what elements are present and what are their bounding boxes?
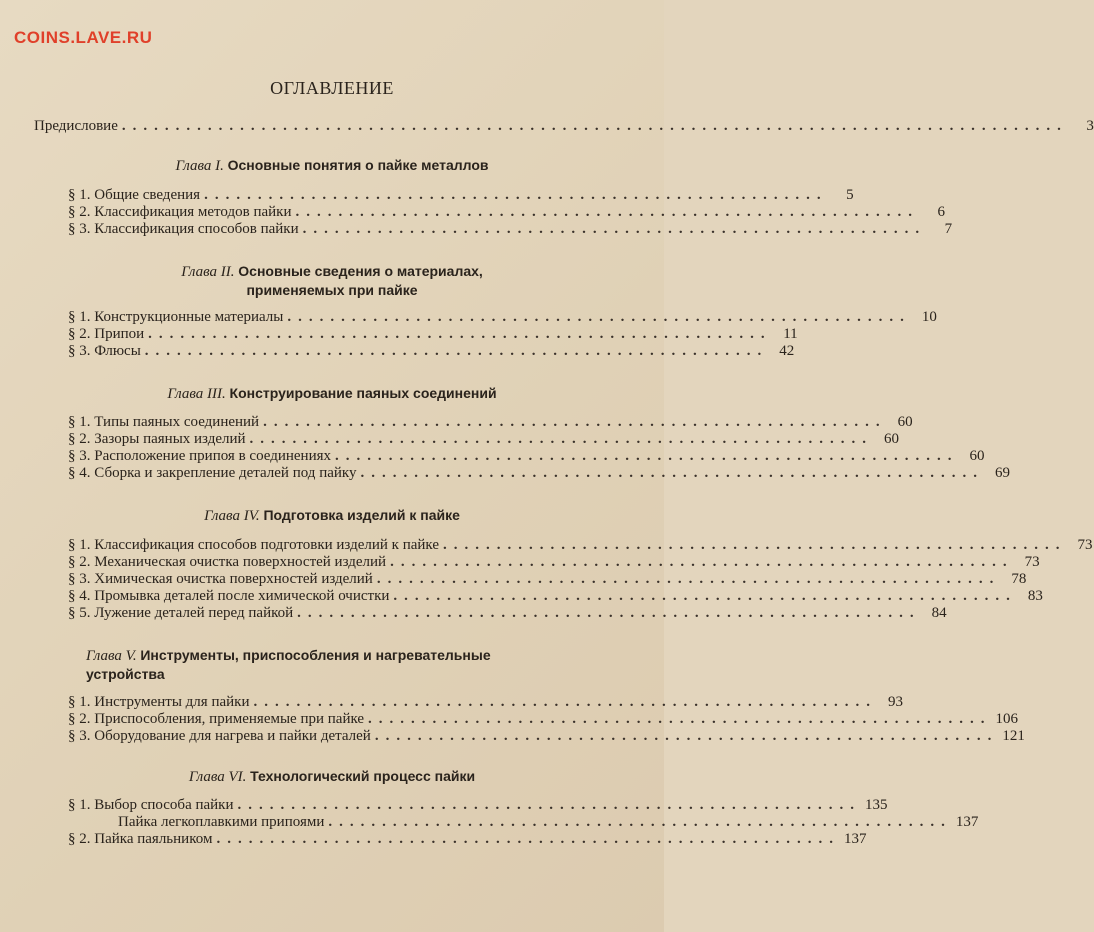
chapter-heading-1 <box>20 156 644 175</box>
toc-label: § 1. Классификация способов подготовки изделий к пайке <box>68 537 439 553</box>
leader-dots: .......................................................... <box>374 728 999 744</box>
chapter-title: Инструменты, приспособления и нагревательные <box>140 647 491 663</box>
leader-dots: .......................................................... <box>216 831 840 847</box>
leader-dots: .......................................................... <box>295 204 919 220</box>
chapter-number: Глава II. <box>181 264 235 280</box>
toc-page: 73 <box>1024 554 1040 570</box>
toc-row <box>68 605 947 622</box>
chapter-title-line2: применяемых при пайке <box>246 282 418 298</box>
leader-dots: .......................................................... <box>253 694 877 710</box>
toc-row <box>68 588 1043 605</box>
toc-page: 106 <box>995 711 1019 727</box>
toc-label: § 2. Зазоры паяных изделий <box>68 431 246 447</box>
toc-page: 6 <box>937 204 945 220</box>
chapter-title: Технологический процесс пайки <box>250 768 476 784</box>
chapter-number: Глава III. <box>167 386 226 402</box>
toc-row <box>68 221 953 238</box>
chapter-number: Глава I. <box>175 158 224 174</box>
leader-dots: .......................................................... <box>393 588 1017 604</box>
toc-row <box>68 711 1019 728</box>
toc-label: § 2. Пайка паяльником <box>68 831 213 847</box>
toc-page: 78 <box>1011 571 1027 587</box>
toc-row <box>68 797 888 814</box>
toc-label: § 4. Промывка деталей после химической очистки <box>68 588 390 604</box>
toc-label: § 3. Классификация способов пайки <box>68 221 299 237</box>
toc-page: 3 <box>1086 118 1094 134</box>
toc-label: Пайка легкоплавкими припоями <box>118 814 325 830</box>
toc-page: 137 <box>843 831 867 847</box>
leader-dots: .......................................................... <box>287 309 911 325</box>
toc-page: 73 <box>1077 537 1093 553</box>
toc-label: § 1. Конструкционные материалы <box>68 309 284 325</box>
toc-label: § 5. Лужение деталей перед пайкой <box>68 605 294 621</box>
toc-row <box>118 814 979 831</box>
toc-row <box>68 414 913 431</box>
toc-row <box>68 431 900 448</box>
chapter-title: Основные сведения о материалах, <box>238 263 483 279</box>
chapter-number: Глава VI. <box>188 769 247 785</box>
toc-label: § 2. Припои <box>68 326 145 342</box>
leader-dots: .......................................................... <box>302 221 927 237</box>
toc-row <box>68 204 945 221</box>
toc-page: 60 <box>969 448 985 464</box>
chapter-heading-5 <box>86 646 606 684</box>
chapter-title-line2: устройства <box>86 666 165 682</box>
chapter-title: Конструирование паяных соединений <box>229 385 497 401</box>
leader-dots: .......................................................... <box>390 554 1014 570</box>
toc-row <box>68 554 1040 571</box>
toc-label: § 3. Химическая очистка поверхностей изделий <box>68 571 373 587</box>
toc-page: 137 <box>955 814 979 830</box>
leader-dots: .......................................................... <box>249 431 874 447</box>
toc-row <box>68 537 1093 554</box>
toc-page: 42 <box>779 343 795 359</box>
toc-page: 69 <box>994 465 1010 481</box>
toc-page: 93 <box>887 694 903 710</box>
toc-page: 60 <box>884 431 900 447</box>
leader-dots: .......................................................... <box>443 537 1067 553</box>
toc-row <box>68 465 1010 482</box>
toc-label: § 1. Типы паяных соединений <box>68 414 260 430</box>
leader-dots: .......................................................... <box>376 571 1001 587</box>
chapter-title: Основные понятия о пайке металлов <box>227 157 489 173</box>
toc-label: § 2. Механическая очистка поверхностей изделий <box>68 554 387 570</box>
leader-dots: .......................................................... <box>297 605 921 621</box>
chapter-title: Подготовка изделий к пайке <box>263 507 460 523</box>
toc-label: § 3. Оборудование для нагрева и пайки деталей <box>68 728 371 744</box>
toc-row <box>68 343 795 360</box>
toc-row <box>68 448 985 465</box>
leader-dots: ........................................................................................ <box>121 118 1068 134</box>
toc-page: 121 <box>1002 728 1025 744</box>
toc-label: § 1. Инструменты для пайки <box>68 694 250 710</box>
leader-dots: .......................................................... <box>204 187 828 203</box>
toc-page: 5 <box>846 187 854 203</box>
chapter-heading-2 <box>20 262 644 300</box>
toc-page: 7 <box>944 221 953 237</box>
chapter-heading-4 <box>20 506 644 525</box>
toc-page: 11 <box>783 326 798 342</box>
toc-label: § 2. Приспособления, применяемые при пайке <box>68 711 365 727</box>
toc-label: § 2. Классификация методов пайки <box>68 204 292 220</box>
toc-label: § 1. Выбор способа пайки <box>68 797 234 813</box>
toc-label: § 3. Флюсы <box>68 343 141 359</box>
toc-row-preface <box>34 118 1094 135</box>
leader-dots: .......................................................... <box>148 326 772 342</box>
toc-label: § 1. Общие сведения <box>68 187 201 203</box>
leader-dots: .......................................................... <box>328 814 952 830</box>
chapter-heading-3 <box>20 384 644 403</box>
toc-page: 60 <box>897 414 913 430</box>
chapter-number: Глава V. <box>86 648 137 664</box>
toc-row <box>68 326 798 343</box>
toc-row <box>68 728 1025 745</box>
chapter-number: Глава IV. <box>204 508 260 524</box>
leader-dots: .......................................................... <box>237 797 861 813</box>
leader-dots: .......................................................... <box>263 414 887 430</box>
watermark: COINS.LAVE.RU <box>14 28 153 47</box>
toc-page: 84 <box>931 605 947 621</box>
leader-dots: .......................................................... <box>144 343 769 359</box>
toc-row <box>68 309 937 326</box>
toc-label: § 3. Расположение припоя в соединениях <box>68 448 332 464</box>
toc-row <box>68 571 1027 588</box>
toc-row <box>68 831 867 848</box>
leader-dots: .......................................................... <box>335 448 959 464</box>
toc-row <box>68 187 854 204</box>
leader-dots: .......................................................... <box>368 711 992 727</box>
toc-page: 10 <box>921 309 937 325</box>
toc-label: Предисловие <box>34 118 118 134</box>
chapter-heading-6 <box>20 767 644 786</box>
toc-row <box>68 694 903 711</box>
toc-page: 135 <box>865 797 888 813</box>
toc-label: § 4. Сборка и закрепление деталей под пайку <box>68 465 357 481</box>
leader-dots: .......................................................... <box>360 465 984 481</box>
toc-page: 83 <box>1027 588 1043 604</box>
page-title: ОГЛАВЛЕНИЕ <box>270 78 394 98</box>
